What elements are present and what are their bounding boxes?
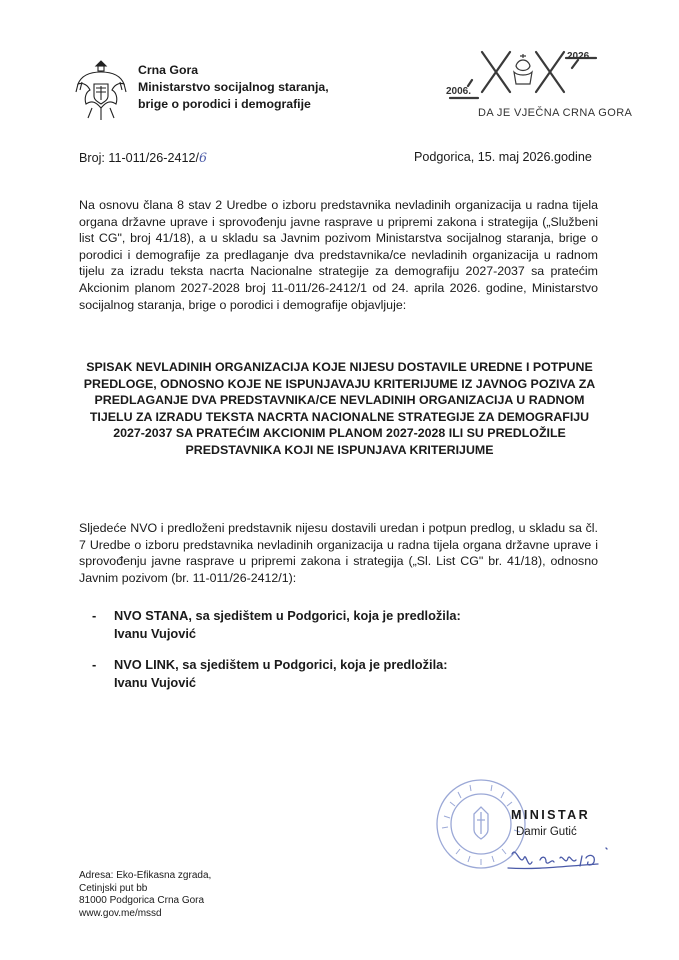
list-dash: - [92, 608, 97, 623]
coat-of-arms-icon [74, 58, 128, 122]
list-item-candidate: Ivanu Vujović [114, 626, 197, 641]
place-and-date: Podgorica, 15. maj 2026.godine [414, 150, 592, 164]
ministry-name-line-1: Ministarstvo socijalnog staranja, [138, 80, 329, 94]
minister-title: MINISTAR [511, 808, 591, 822]
country-name: Crna Gora [138, 63, 199, 77]
list-item [92, 607, 612, 643]
ngo-list [92, 607, 612, 705]
reference-number [79, 150, 207, 165]
minister-name: Damir Gutić [516, 826, 577, 838]
list-item-organization: NVO LINK, sa sjedištem u Podgorici, koja je predložila: [114, 657, 448, 672]
ministry-name-block [138, 62, 329, 113]
list-item-candidate: Ivanu Vujović [114, 675, 197, 690]
address-line: 81000 Podgorica Crna Gora [79, 895, 205, 907]
reference-number-text: Broj: 11-011/26-2412/ [79, 151, 199, 165]
list-item-organization: NVO STANA, sa sjedištem u Podgorici, koja je predložila: [114, 608, 461, 623]
address-line: Cetinjski put bb [79, 882, 148, 894]
list-dash: - [92, 657, 97, 672]
anniversary-year-start: 2006. [446, 86, 472, 97]
address-block [79, 870, 211, 920]
document-heading: SPISAK NEVLADINIH ORGANIZACIJA KOJE NIJESU DOSTAVILE UREDNE I POTPUNE PREDLOGE, ODNOSNO KOJE NE ISPUNJAVAJU KRITERIJUME IZ JAVNOG POZIVA ZA PREDLAGANJE DVA PREDSTAVNIKA/CE NEVLADINIH ORGANIZACIJA U RADNOM TIJELU ZA IZRADU TEKSTA NACRTA NACIONALNE STRATEGIJE ZA DEMOGRAFIJU 2027-2037 SA PRATEĆIM AKCIONIM PLANOM 2027-2028 ILI SU PREDLOŽILE PREDSTAVNIKA KOJI NE ISPUNJAVA KRITERIJUME [83, 360, 596, 457]
body-paragraph: Sljedeće NVO i predloženi predstavnik nijesu dostavili uredan i potpun predlog, u skladu sa čl. 7 Uredbe o izboru predstavnika nevladinih organizacija u radna tijela organa državne uprave i sprovođenju javne rasprave u pripremi zakona i strategija („Sl. List CG" br. 41/18), odnosno Javnim pozivom (br. 11-011/26-2412/1): [79, 521, 598, 585]
intro-paragraph: Na osnovu člana 8 stav 2 Uredbe o izboru predstavnika nevladinih organizacija u radna tijela organa državne uprave i sprovođenju javne rasprave u pripremi zakona i strategija („Službeni list CG", broj 41/18), a u skladu sa Javnim pozivom Ministarstva socijalnog staranja, brige o porodici i demografije za predlaganje dva predstavnika/ce nevladinih organizacija u radnom tijelu za izradu teksta nacrta Nacionalne strategije za demografiju 2027-2037 sa pratećim Akcionim planom 2027-2028 broj 11-011/26-2412/1 od 24. aprila 2026. godine, Ministarstvo socijalnog staranja, brige o porodici i demografije objavljuje: [79, 198, 598, 312]
handwritten-signature-icon [506, 836, 626, 876]
address-line: Adresa: Eko-Efikasna zgrada, [79, 870, 212, 881]
ministry-name-line-2: brige o porodici i demografije [138, 97, 311, 111]
anniversary-caption: DA JE VJEČNA CRNA GORA [478, 107, 633, 119]
website-link[interactable]: www.gov.me/mssd [79, 907, 162, 919]
reference-number-handwritten-suffix: 6 [198, 150, 207, 165]
anniversary-year-end: 2026 [567, 51, 590, 62]
list-item [92, 656, 612, 692]
